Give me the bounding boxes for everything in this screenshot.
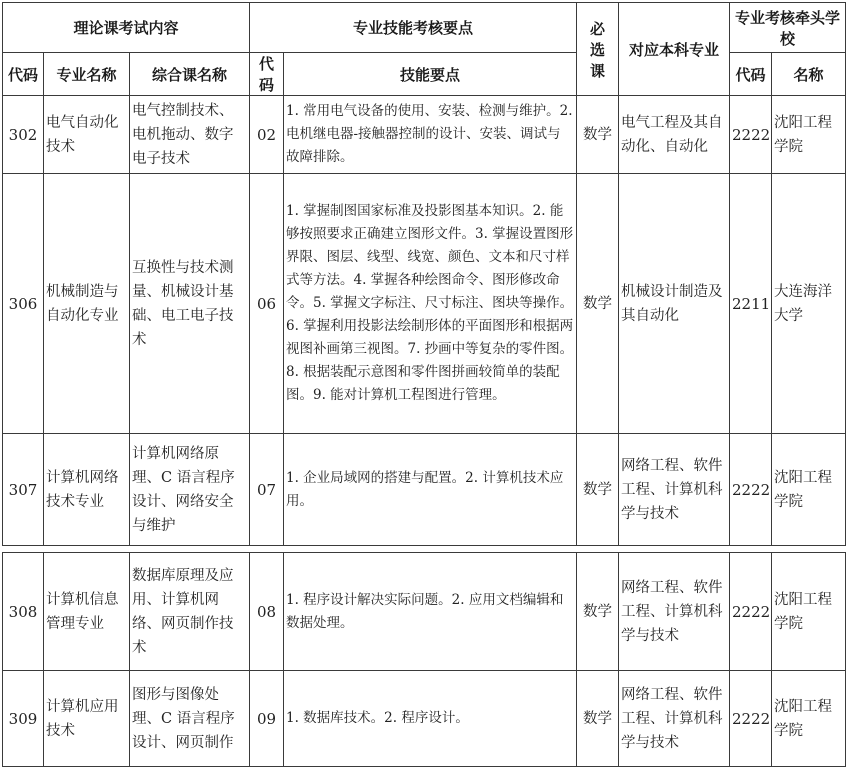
course-name: 数据库原理及应用、计算机网络、网页制作技术 (130, 553, 250, 671)
skill-points: 1. 企业局域网的搭建与配置。2. 计算机技术应用。 (284, 434, 577, 546)
header-theory: 理论课考试内容 (3, 3, 250, 53)
required-course: 数学 (577, 434, 619, 546)
table-row (3, 671, 846, 767)
skill-code: 08 (250, 553, 284, 671)
major-name: 计算机信息管理专业 (44, 553, 130, 671)
skill-code: 02 (250, 96, 284, 174)
table-row (3, 96, 846, 174)
major-name: 机械制造与自动化专业 (44, 174, 130, 434)
undergrad-major: 网络工程、软件工程、计算机科学与技术 (619, 553, 730, 671)
school-code: 2222 (730, 434, 772, 546)
course-name: 图形与图像处理、C 语言程序设计、网页制作 (130, 671, 250, 767)
major-code: 308 (3, 553, 44, 671)
major-code: 309 (3, 671, 44, 767)
header-skill-points: 技能要点 (284, 53, 577, 96)
school-name: 沈阳工程学院 (772, 671, 846, 767)
exam-table (2, 2, 846, 767)
skill-points: 1. 程序设计解决实际问题。2. 应用文档编辑和数据处理。 (284, 553, 577, 671)
header-undergrad-major: 对应本科专业 (619, 3, 730, 96)
major-name: 计算机应用技术 (44, 671, 130, 767)
skill-points: 1. 掌握制图国家标准及投影图基本知识。2. 能够按照要求正确建立图形文件。3. 掌握设置图形界限、图层、线型、线宽、颜色、文本和尺寸样式等方法。4. 掌握各种绘图命令、图形修改命令。5. 掌握文字标注、尺寸标注、图块等操作。6. 掌握利用投影法绘制形体的平面图形和根据两视图补画第三视图。7. 抄画中等复杂的零件图。8. 根据装配示意图和零件图拼画较简单的装配图。9. 能对计算机工程图进行管理。 (284, 174, 577, 434)
undergrad-major: 网络工程、软件工程、计算机科学与技术 (619, 434, 730, 546)
skill-code: 09 (250, 671, 284, 767)
required-course: 数学 (577, 174, 619, 434)
course-name: 互换性与技术测量、机械设计基础、电工电子技术 (130, 174, 250, 434)
header-skill-code: 代码 (250, 53, 284, 96)
page-gap (3, 546, 846, 553)
skill-points: 1. 常用电气设备的使用、安装、检测与维护。2. 电机继电器-接触器控制的设计、安装、调试与故障排除。 (284, 96, 577, 174)
school-code: 2222 (730, 671, 772, 767)
undergrad-major: 机械设计制造及其自动化 (619, 174, 730, 434)
skill-code: 07 (250, 434, 284, 546)
school-code: 2222 (730, 96, 772, 174)
table-row (3, 434, 846, 546)
header-required: 必选课 (577, 3, 619, 96)
header-code: 代码 (3, 53, 44, 96)
required-course: 数学 (577, 96, 619, 174)
school-name: 沈阳工程学院 (772, 434, 846, 546)
skill-points: 1. 数据库技术。2. 程序设计。 (284, 671, 577, 767)
course-name: 计算机网络原理、C 语言程序设计、网络安全与维护 (130, 434, 250, 546)
major-code: 306 (3, 174, 44, 434)
header-school-code: 代码 (730, 53, 772, 96)
school-code: 2222 (730, 553, 772, 671)
major-code: 307 (3, 434, 44, 546)
skill-code: 06 (250, 174, 284, 434)
major-code: 302 (3, 96, 44, 174)
undergrad-major: 网络工程、软件工程、计算机科学与技术 (619, 671, 730, 767)
major-name: 电气自动化技术 (44, 96, 130, 174)
table-row (3, 174, 846, 434)
school-name: 沈阳工程学院 (772, 96, 846, 174)
school-name: 沈阳工程学院 (772, 553, 846, 671)
table-row (3, 553, 846, 671)
required-course: 数学 (577, 671, 619, 767)
school-code: 2211 (730, 174, 772, 434)
major-name: 计算机网络技术专业 (44, 434, 130, 546)
undergrad-major: 电气工程及其自动化、自动化 (619, 96, 730, 174)
header-school-name: 名称 (772, 53, 846, 96)
header-skill-group: 专业技能考核要点 (250, 3, 577, 53)
header-major-name: 专业名称 (44, 53, 130, 96)
header-lead-school: 专业考核牵头学校 (730, 3, 846, 53)
course-name: 电气控制技术、电机拖动、数字电子技术 (130, 96, 250, 174)
required-course: 数学 (577, 553, 619, 671)
school-name: 大连海洋大学 (772, 174, 846, 434)
header-course-name: 综合课名称 (130, 53, 250, 96)
